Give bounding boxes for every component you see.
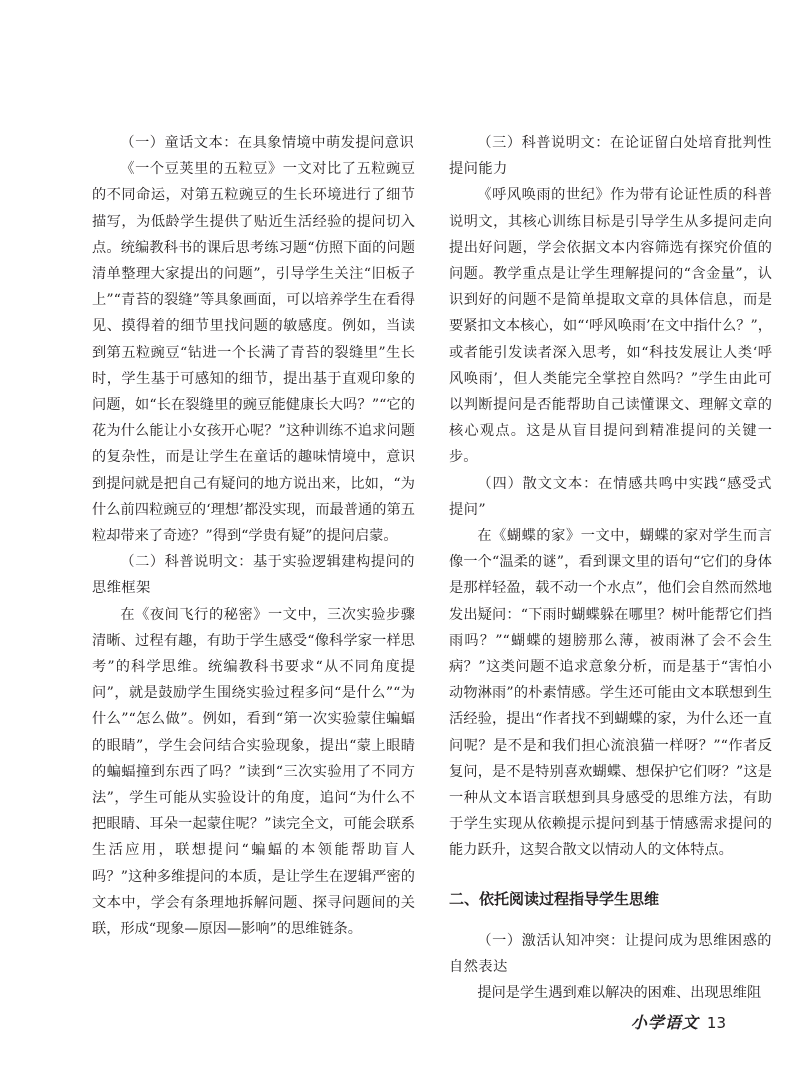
- paragraph-2: 在《夜间飞行的秘密》一文中，三次实验步骤清晰、过程有趣，有助于学生感受“像科学家一样思考”的科学思维。统编教科书要求“从不同角度提问”，就是鼓励学生围绕实验过程多问“是什么”“为什么”“怎么做”。例如，看到“第一次实验蒙住蝙蝠的眼睛”，学生会问结合实验现象，提出“蒙上眼睛的蝙蝠撞到东西了吗？”读到“三次实验用了不同方法”，学生可能从实验设计的角度，追问“为什么不把眼睛、耳朵一起蒙住呢？”读完全文，可能会联系生活应用，联想提问“蝙蝠的本领能帮助盲人吗？”这种多维提问的本质，是让学生在逻辑严密的文本中，学会有条理地拆解问题、探寻问题间的关联，形成“现象—原因—影响”的思维链条。: [92, 606, 415, 938]
- page-footer: [631, 1010, 726, 1033]
- section-heading-2: （二）科普说明文：基于实验逻辑建构提问的思维框架: [92, 554, 415, 597]
- chapter-heading: 二、依托阅读过程指导学生思维: [449, 889, 660, 908]
- paragraph-4: 在《蝴蝶的家》一文中，蝴蝶的家对学生而言像一个“温柔的谜”，看到课文里的语句“它们的身体是那样轻盈，载不动一个水点”，他们会自然而然地发出疑问：“下雨时蝴蝶躲在哪里？树叶能帮它们挡雨吗？”“蝴蝶的翅膀那么薄，被雨淋了会不会生病？”这类问题不追求意象分析，而是基于“害怕小动物淋雨”的朴素情感。学生还可能由文本联想到生活经验，提出“作者找不到蝴蝶的家，为什么还一直问呢？是不是和我们担心流浪猫一样呀？”“作者反复问，是不是特别喜欢蝴蝶、想保护它们呀？”这是一种从文本语言联想到具身感受的思维方法，有助于学生实现从依赖提示提问到基于情感需求提问的能力跃升，这契合散文以情动人的文体特点。: [449, 528, 772, 859]
- section-heading-4: （四）散文文本：在情感共鸣中实践“感受式提问”: [449, 475, 772, 518]
- paragraph-3: 《呼风唤雨的世纪》作为带有论证性质的科普说明文，其核心训练目标是引导学生从多提问走向提出好问题，学会依据文本内容筛选有探究价值的问题。教学重点是让学生理解提问的“含金量”，认识到好的问题不是简单提取文章的具体信息，而是要紧扣文本核心，如“‘呼风唤雨’在文中指什么？”，或者能引发读者深入思考，如“科技发展让人类‘呼风唤雨’，但人类能完全掌控自然吗？”学生由此可以判断提问是否能帮助自己读懂课文、理解文章的核心观点。这是从盲目提问到精准提问的关键一步。: [449, 187, 772, 466]
- paragraph-1: 《一个豆荚里的五粒豆》一文对比了五粒豌豆的不同命运，对第五粒豌豆的生长环境进行了细节描写，为低龄学生提供了贴近生活经验的提问切入点。统编教科书的课后思考练习题“仿照下面的问题清单整理大家提出的问题”，引导学生关注“旧板子上”“青苔的裂缝”等具象画面，可以培养学生在看得见、摸得着的细节里找问题的敏感度。例如，当读到第五粒豌豆“钻进一个长满了青苔的裂缝里”生长时，学生基于可感知的细节，提出基于直观印象的问题，如“长在裂缝里的豌豆能健康长大吗？”“它的花为什么能让小女孩开心呢？”这种训练不追求问题的复杂性，而是让学生在童话的趣味情境中，意识到提问就是把自己有疑问的地方说出来，比如，“为什么前四粒豌豆的‘理想’都没实现，而最普通的第五粒却带来了奇迹？”得到“学贵有疑”的提问启蒙。: [92, 161, 415, 545]
- subsection-heading: （一）激活认知冲突：让提问成为思维困惑的自然表达: [449, 932, 772, 976]
- section-heading-1: （一）童话文本：在具象情境中萌发提问意识: [120, 135, 415, 151]
- page-number: 13: [706, 1014, 726, 1032]
- paragraph-5: 提问是学生遇到难以解决的困难、出现思维阻: [477, 985, 762, 1002]
- left-column: [92, 130, 415, 942]
- right-column: [449, 130, 772, 1007]
- journal-name: 小学语文: [630, 1013, 699, 1032]
- section-heading-3: （三）科普说明文：在论证留白处培育批判性提问能力: [449, 135, 772, 178]
